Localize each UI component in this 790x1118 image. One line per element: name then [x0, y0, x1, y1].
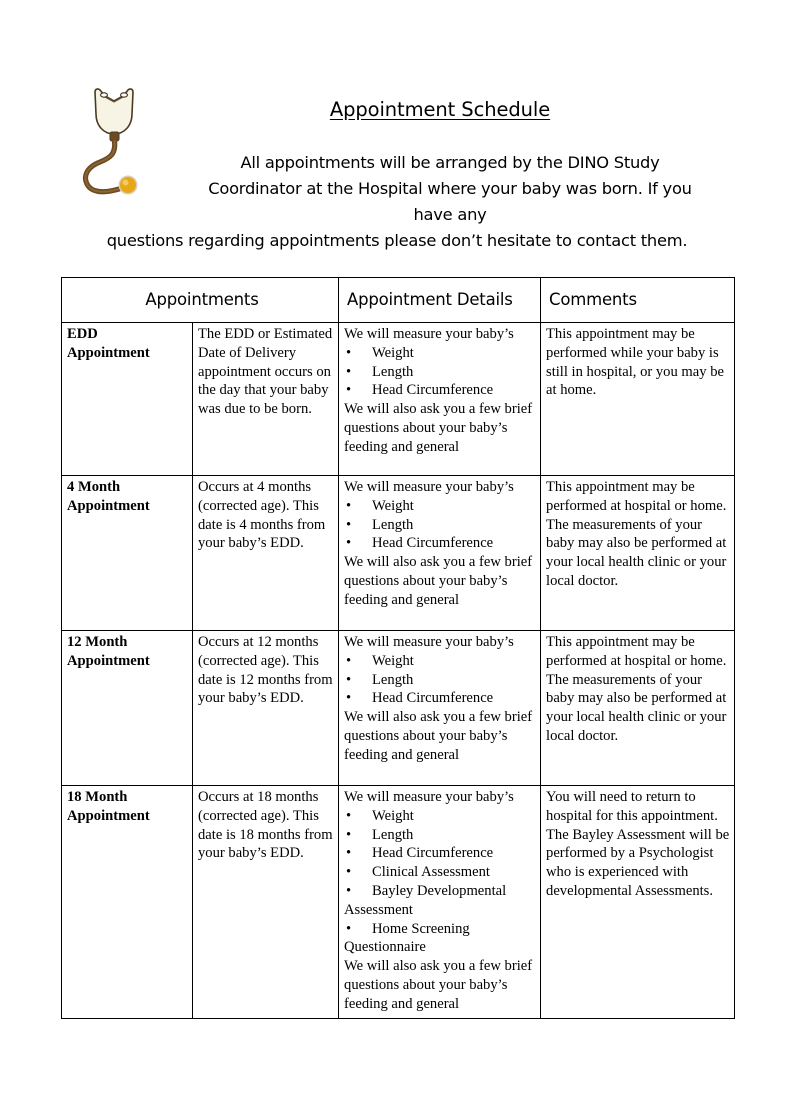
page-title: Appointment Schedule	[329, 98, 551, 121]
appointment-name-line-2: Appointment	[67, 344, 150, 361]
list-item	[344, 689, 536, 708]
intro-line-1: All appointments will be arranged by the DINO Study	[240, 153, 660, 172]
appointment-description-cell: Occurs at 4 months (corrected age). This date is 4 months from your baby’s EDD.	[193, 476, 339, 631]
bullet-icon: •	[346, 845, 352, 862]
appointment-name-line-1: 12 Month	[67, 634, 128, 650]
list-item	[344, 844, 536, 863]
appointment-name-cell	[62, 323, 193, 476]
bullet-label: Head Circumference	[372, 845, 494, 862]
bullet-label: Head Circumference	[372, 690, 494, 707]
table-row	[62, 786, 735, 1019]
bullet-icon: •	[346, 516, 352, 533]
list-item	[344, 882, 536, 920]
list-item	[344, 671, 536, 690]
list-item	[344, 920, 536, 958]
bullet-label: Home Screening Questionnaire	[344, 920, 470, 956]
bullet-label: Length	[372, 671, 414, 688]
details-lead-text: We will measure your baby’s	[344, 634, 514, 650]
details-tail-text: We will also ask you a few brief questions about your baby’s feeding and general	[344, 709, 533, 763]
appointment-name-cell	[62, 786, 193, 1019]
bullet-icon: •	[346, 826, 352, 843]
stethoscope-icon	[74, 84, 158, 200]
intro-line-2: Coordinator at the Hospital where your baby was born. If you	[208, 179, 692, 198]
bullet-icon: •	[346, 652, 352, 669]
bullet-label: Weight	[372, 497, 414, 514]
appointment-details-cell	[339, 631, 541, 786]
bullet-icon: •	[346, 882, 352, 899]
details-bullet-list	[344, 344, 536, 400]
bullet-icon: •	[346, 344, 352, 361]
appointment-details-cell	[339, 786, 541, 1019]
bullet-label: Length	[372, 363, 414, 380]
list-item	[344, 363, 536, 382]
bullet-label: Weight	[372, 344, 414, 361]
details-bullet-list	[344, 497, 536, 553]
bullet-icon: •	[346, 535, 352, 552]
list-item	[344, 381, 536, 400]
appointment-description-cell: Occurs at 18 months (corrected age). This date is 18 months from your baby’s EDD.	[193, 786, 339, 1019]
details-overflow-text	[344, 785, 385, 786]
appointment-comments-cell: This appointment may be performed at hospital or home. The measurements of your baby may also be performed at your local health clinic or your local doctor.	[541, 476, 735, 631]
list-item	[344, 534, 536, 553]
list-item	[344, 807, 536, 826]
details-tail-text: We will also ask you a few brief questions about your baby’s feeding and general	[344, 554, 533, 608]
appointment-schedule-table	[61, 277, 735, 1019]
appointment-name-line-1: 4 Month	[67, 479, 121, 495]
intro-paragraph	[148, 150, 752, 228]
bullet-icon: •	[346, 382, 352, 399]
column-header-comments: Comments	[541, 278, 735, 323]
appointment-name-line-1: 18 Month	[67, 789, 128, 805]
appointment-name-line-2: Appointment	[67, 807, 150, 824]
appointment-name-cell	[62, 631, 193, 786]
details-tail-text: We will also ask you a few brief questions about your baby’s feeding and general	[344, 401, 533, 455]
bullet-label: Length	[372, 516, 414, 533]
bullet-label: Bayley Developmental Assessment	[344, 882, 507, 918]
intro-line-3: have any	[413, 205, 487, 224]
table-row	[62, 631, 735, 786]
appointment-name-line-2: Appointment	[67, 497, 150, 514]
bullet-label: Weight	[372, 652, 414, 669]
details-tail-text: We will also ask you a few brief questions about your baby’s feeding and general	[344, 958, 533, 1012]
bullet-icon: •	[346, 920, 352, 937]
appointment-name-cell	[62, 476, 193, 631]
appointment-description-cell: The EDD or Estimated Date of Delivery appointment occurs on the day that your baby was due to be born.	[193, 323, 339, 476]
list-item	[344, 497, 536, 516]
column-header-details: Appointment Details	[339, 278, 541, 323]
bullet-icon: •	[346, 690, 352, 707]
list-item	[344, 516, 536, 535]
bullet-label: Head Circumference	[372, 382, 494, 399]
table-row	[62, 323, 735, 476]
intro-final-line: questions regarding appointments please don’t hesitate to contact them.	[106, 231, 688, 250]
bullet-icon: •	[346, 497, 352, 514]
details-lead-text: We will measure your baby’s	[344, 326, 514, 342]
bullet-label: Weight	[372, 807, 414, 824]
appointment-comments-cell: This appointment may be performed at hospital or home. The measurements of your baby may also be performed at your local health clinic or your local doctor.	[541, 631, 735, 786]
bullet-label: Head Circumference	[372, 535, 494, 552]
details-lead-text: We will measure your baby’s	[344, 479, 514, 495]
appointment-description-cell: Occurs at 12 months (corrected age). This date is 12 months from your baby’s EDD.	[193, 631, 339, 786]
bullet-icon: •	[346, 363, 352, 380]
list-item	[344, 652, 536, 671]
appointment-details-cell	[339, 323, 541, 476]
appointment-details-cell	[339, 476, 541, 631]
table-row	[62, 476, 735, 631]
appointment-name-line-2: Appointment	[67, 652, 150, 669]
table-header-row	[62, 278, 735, 323]
details-bullet-list	[344, 807, 536, 957]
bullet-label: Clinical Assessment	[372, 864, 490, 881]
list-item	[344, 826, 536, 845]
column-header-appointments: Appointments	[62, 278, 339, 323]
document-header	[0, 0, 790, 270]
list-item	[344, 344, 536, 363]
bullet-label: Length	[372, 826, 414, 843]
appointment-name-line-1: EDD	[67, 326, 98, 342]
appointment-comments-cell: You will need to return to hospital for this appointment. The Bayley Assessment will be performed by a Psychologist who is experienced with developmental Assessments.	[541, 786, 735, 1019]
details-bullet-list	[344, 652, 536, 708]
appointment-comments-cell: This appointment may be performed while your baby is still in hospital, or you may be at home.	[541, 323, 735, 476]
bullet-icon: •	[346, 671, 352, 688]
details-lead-text: We will measure your baby’s	[344, 789, 514, 805]
bullet-icon: •	[346, 864, 352, 881]
list-item	[344, 863, 536, 882]
bullet-icon: •	[346, 807, 352, 824]
